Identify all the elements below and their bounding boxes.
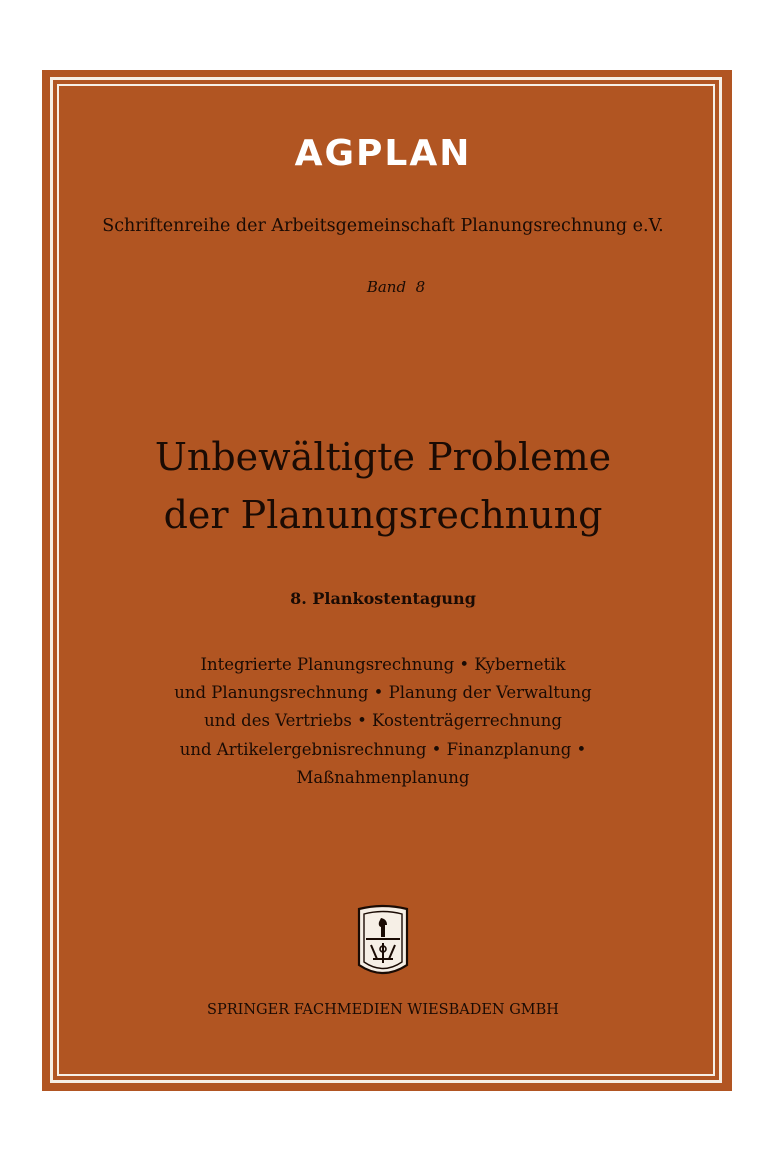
volume-number: Band 8 [366, 278, 426, 296]
topics-line-1: Integrierte Planungsrechnung • Kybernetik [200, 655, 566, 674]
conference-name: 8. Plankostentagung [290, 589, 476, 608]
book-title-line-1: Unbewältigte Probleme [154, 435, 612, 479]
springer-chess-knight-shield-icon [357, 903, 409, 979]
topics-line-4: und Artikelergebnisrechnung • Finanzplanung • [179, 740, 587, 759]
topics-line-2: und Planungsrechnung • Planung der Verwaltung [174, 683, 592, 702]
topics-line-5: Maßnahmenplanung [296, 768, 470, 787]
book-title-line-2: der Planungsrechnung [163, 493, 603, 537]
series-subtitle: Schriftenreihe der Arbeitsgemeinschaft Planungsrechnung e.V. [102, 216, 664, 236]
publisher-name: SPRINGER FACHMEDIEN WIESBADEN GMBH [207, 1002, 559, 1018]
series-title: AGPLAN [294, 133, 472, 174]
topics-line-3: und des Vertriebs • Kostenträgerrechnung [204, 711, 562, 730]
